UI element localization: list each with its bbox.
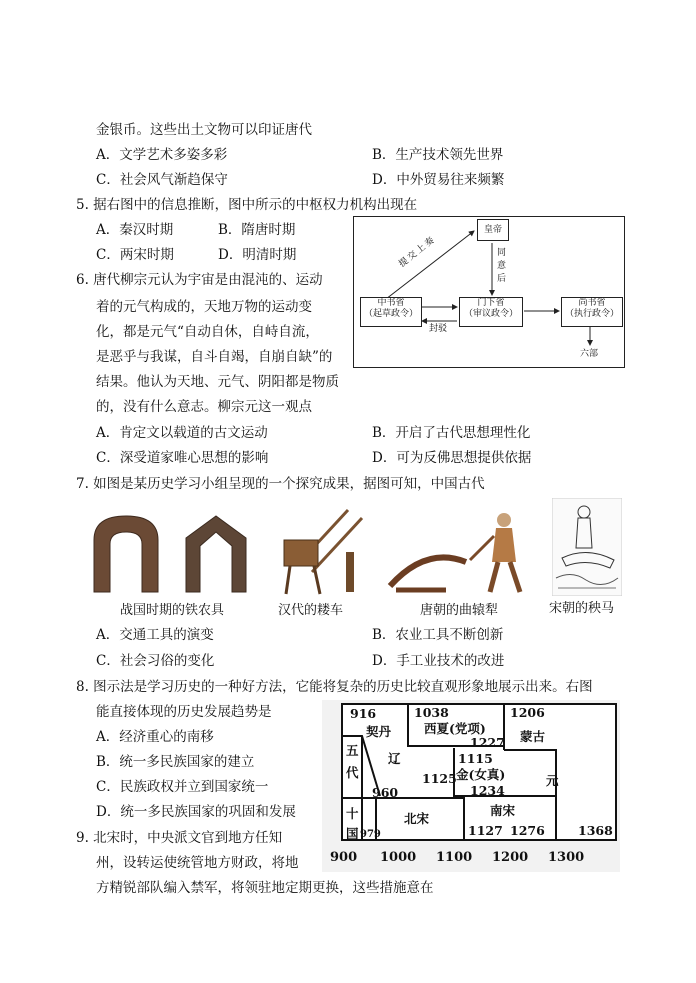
tl-1276: 1276 [510,823,545,838]
tl-1227: 1227 [470,735,505,750]
q8-stem-2: 能直接体现的历史发展趋势是 [96,704,272,720]
q4-option-c[interactable]: C．社会风气渐趋保守 [96,172,228,188]
axis-1200: 1200 [492,850,529,865]
tl-xixia: 西夏(党项) [424,721,486,736]
q7-option-a[interactable]: A．交通工具的演变 [96,627,214,643]
zhongshu-box [360,297,422,327]
axis-1300: 1300 [548,850,585,865]
q4-option-a[interactable]: A．文学艺术多姿多彩 [96,147,228,163]
q6-stem-5: 结果。他认为天地、元气、阴阳都是物质 [96,374,339,390]
tl-1234: 1234 [470,783,505,798]
caption-curved-plow: 唐朝的曲辕犁 [420,603,499,618]
q8-option-b[interactable]: B．统一多民族国家的建立 [96,754,255,770]
submit-label: 提交上奏 [397,234,439,270]
tl-liao: 辽 [388,751,401,766]
tl-960: 960 [372,785,399,800]
tl-1206: 1206 [510,705,545,720]
q7-option-d[interactable]: D．手工业技术的改进 [372,653,505,669]
menxia-box [459,297,523,327]
tl-yuan: 元 [546,773,559,788]
tl-qidan: 契丹 [366,724,392,739]
tl-nansong: 南宋 [490,803,516,818]
q6-stem-3: 化，都是元气“自动自休，自峙自流， [96,324,319,340]
shangshu-label: 尚书省 [578,298,606,308]
q6-stem-1: 6. 唐代柳宗元认为宇宙是由混沌的、运动 [76,272,323,288]
q5-stem: 5. 据右图中的信息推断，图中所示的中枢权力机构出现在 [76,197,418,213]
zhongshu-sub: （起草政令） [363,309,418,319]
caption-rice-horse: 宋朝的秧马 [549,601,615,616]
rice-horse-image [552,498,622,596]
tl-1368: 1368 [578,823,613,838]
q4-stem-tail: 金银币。这些出土文物可以印证唐代 [96,122,312,138]
tl-1115: 1115 [458,751,493,766]
emperor-box: 皇帝 [477,219,509,241]
reject-label: 封驳 [429,324,448,334]
menxia-label: 门下省 [477,298,505,308]
tl-menggu: 蒙古 [520,729,546,744]
menxia-sub: （审议政令） [463,309,518,319]
q4-option-b[interactable]: B．生产技术领先世界 [372,147,504,163]
tl-1125: 1125 [422,771,457,786]
axis-1000: 1000 [380,850,417,865]
q5-option-a[interactable]: A．秦汉时期 [96,222,174,238]
tl-979: 979 [360,829,381,840]
q8-option-c[interactable]: C．民族政权并立到国家统一 [96,779,269,795]
q9-stem-2: 州，设转运使统管地方财政，将地 [96,855,299,871]
q4-option-d[interactable]: D．中外贸易往来频繁 [372,172,505,188]
q6-option-a[interactable]: A．肯定文以载道的古文运动 [96,425,268,441]
shangshu-sub: （执行政令） [564,309,619,319]
caption-iron-tools: 战国时期的铁农具 [120,603,225,618]
curved-plow-image [386,506,536,596]
q9-stem-1: 9. 北宋时，中央派文官到地方任知 [76,830,283,846]
tl-916: 916 [350,706,377,721]
q8-stem-1: 8. 图示法是学习历史的一种好方法，它能将复杂的历史比较直观形象地展示出来。右图 [76,679,593,695]
q5-diagram [353,216,625,368]
tl-wudai: 五代 [346,743,359,780]
shangshu-box [561,297,623,327]
q6-stem-6: 的，没有什么意志。柳宗元这一观点 [96,399,312,415]
seed-drill-image [270,502,370,598]
q6-stem-4: 是恶乎与我谋，自斗自竭，自崩自缺”的 [96,349,333,365]
q6-option-b[interactable]: B．开启了古代思想理性化 [372,425,531,441]
q6-stem-2: 着的元气构成的，天地万物的运动变 [96,299,312,315]
q8-option-d[interactable]: D．统一多民族国家的巩固和发展 [96,804,296,820]
axis-900: 900 [330,850,358,865]
q5-option-d[interactable]: D．明清时期 [218,247,297,263]
iron-tools-image [86,510,256,598]
zhongshu-label: 中书省 [377,298,405,308]
q7-option-b[interactable]: B．农业工具不断创新 [372,627,504,643]
tl-1127: 1127 [468,823,503,838]
q7-stem: 7. 如图是某历史学习小组呈现的一个探究成果，据图可知，中国古代 [76,476,485,492]
caption-seed-drill: 汉代的耧车 [278,603,344,618]
tl-beisong: 北宋 [404,811,430,826]
q8-timeline-diagram [322,700,620,872]
q5-option-c[interactable]: C．两宋时期 [96,247,174,263]
q6-option-d[interactable]: D．可为反佛思想提供依据 [372,450,532,466]
q7-option-c[interactable]: C．社会习俗的变化 [96,653,215,669]
tl-1038: 1038 [414,705,449,720]
tl-jin: 金(女真) [456,767,506,782]
q9-stem-3: 方精锐部队编入禁军，将领驻地定期更换，这些措施意在 [96,880,434,896]
q6-option-c[interactable]: C．深受道家唯心思想的影响 [96,450,269,466]
q8-option-a[interactable]: A．经济重心的南移 [96,729,214,745]
q5-option-b[interactable]: B．隋唐时期 [218,222,296,238]
axis-1100: 1100 [436,850,473,865]
approve-label: 同意后 [497,248,507,284]
tl-shiguo: 十国 [346,806,359,841]
sixdept-label: 六部 [580,349,599,359]
